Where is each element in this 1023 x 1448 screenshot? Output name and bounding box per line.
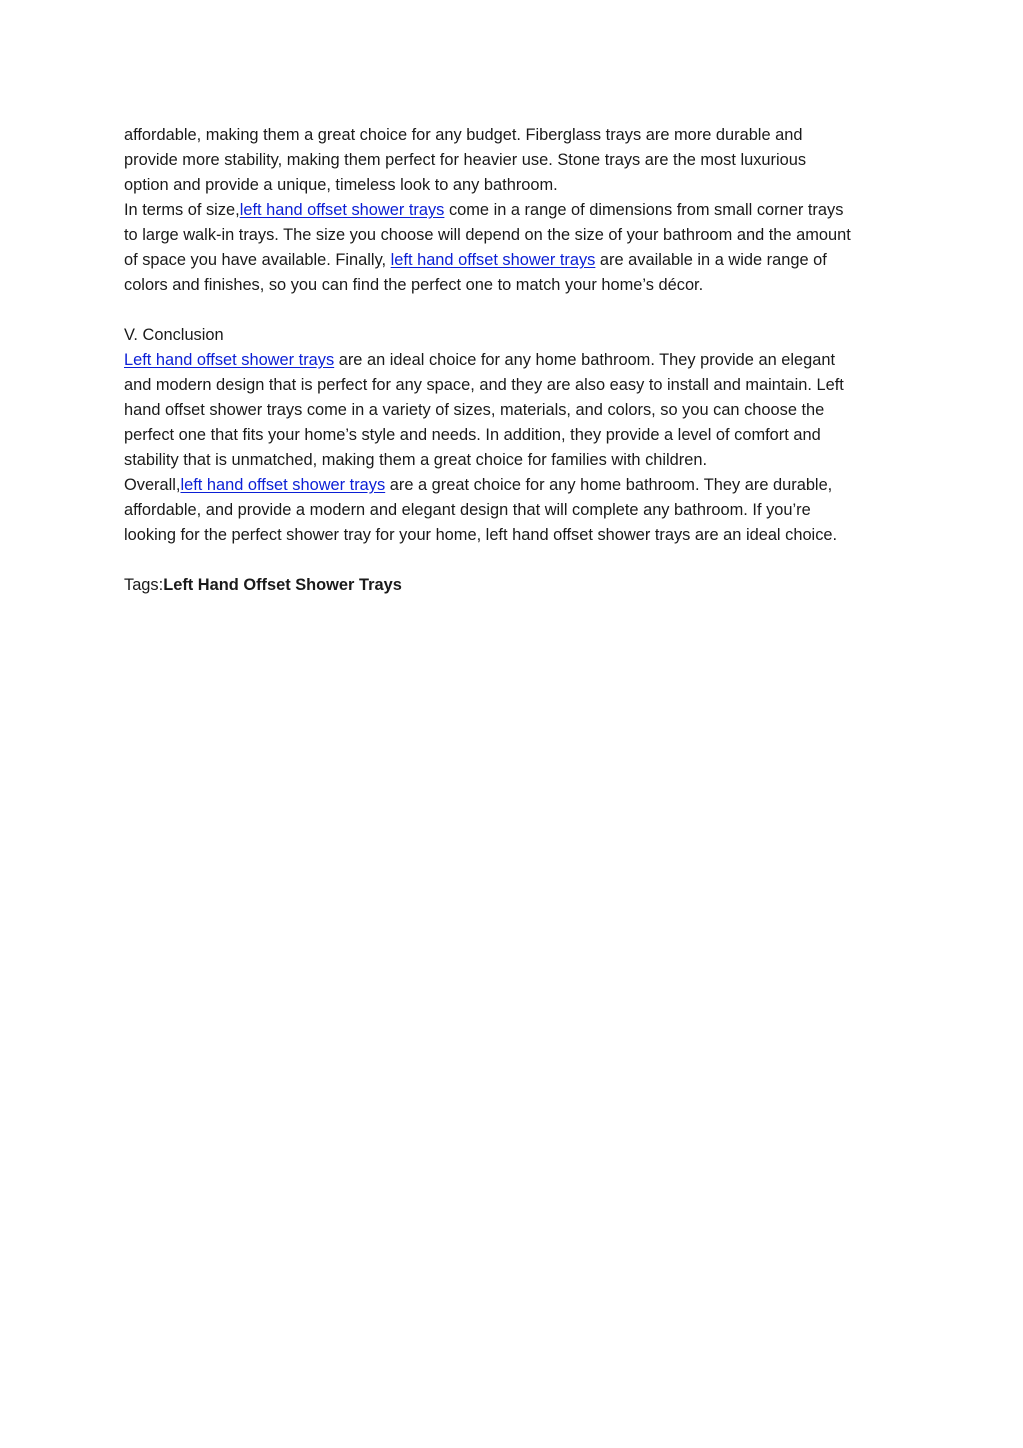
paragraph-line: option and provide a unique, timeless look to any bathroom. <box>124 176 558 194</box>
text-span: of space you have available. Finally, <box>124 251 391 269</box>
text-span: are an ideal choice for any home bathroom. They provide an elegant <box>334 351 836 369</box>
paragraph-line: stability that is unmatched, making them a great choice for families with children. <box>124 451 708 469</box>
text-span: are a great choice for any home bathroom. They are durable, <box>385 476 833 494</box>
paragraph-line <box>124 198 914 223</box>
tags-line <box>124 573 914 598</box>
paragraph-line: and modern design that is perfect for any space, and they are also easy to install and maintain. Left <box>124 376 844 394</box>
paragraph-line <box>124 348 914 373</box>
paragraph-line: affordable, and provide a modern and elegant design that will complete any bathroom. If you’re <box>124 501 811 519</box>
tags-label: Tags: <box>124 576 164 594</box>
paragraph-line: colors and finishes, so you can find the perfect one to match your home’s décor. <box>124 276 704 294</box>
section-heading: V. Conclusion <box>124 326 224 344</box>
document-body <box>124 123 914 598</box>
paragraph-line: affordable, making them a great choice for any budget. Fiberglass trays are more durable and <box>124 126 803 144</box>
paragraph-line: provide more stability, making them perfect for heavier use. Stone trays are the most luxurious <box>124 151 807 169</box>
paragraph-line <box>124 248 914 273</box>
text-span: come in a range of dimensions from small corner trays <box>444 201 844 219</box>
tag-value: Left Hand Offset Shower Trays <box>163 576 402 594</box>
shower-trays-link[interactable]: left hand offset shower trays <box>390 251 596 269</box>
shower-trays-link[interactable]: left hand offset shower trays <box>180 476 386 494</box>
blank-line <box>124 298 914 323</box>
shower-trays-link[interactable]: Left hand offset shower trays <box>124 351 335 369</box>
paragraph-line: to large walk-in trays. The size you choose will depend on the size of your bathroom and the amount <box>124 226 851 244</box>
text-span: are available in a wide range of <box>595 251 827 269</box>
paragraph-line: hand offset shower trays come in a variety of sizes, materials, and colors, so you can choose the <box>124 401 825 419</box>
text-span: In terms of size, <box>124 201 240 219</box>
text-span: Overall, <box>124 476 181 494</box>
blank-line <box>124 548 914 573</box>
paragraph-line <box>124 473 914 498</box>
paragraph-line: looking for the perfect shower tray for your home, left hand offset shower trays are an ideal choice. <box>124 526 838 544</box>
shower-trays-link[interactable]: left hand offset shower trays <box>239 201 445 219</box>
paragraph-line: perfect one that fits your home’s style and needs. In addition, they provide a level of comfort and <box>124 426 821 444</box>
